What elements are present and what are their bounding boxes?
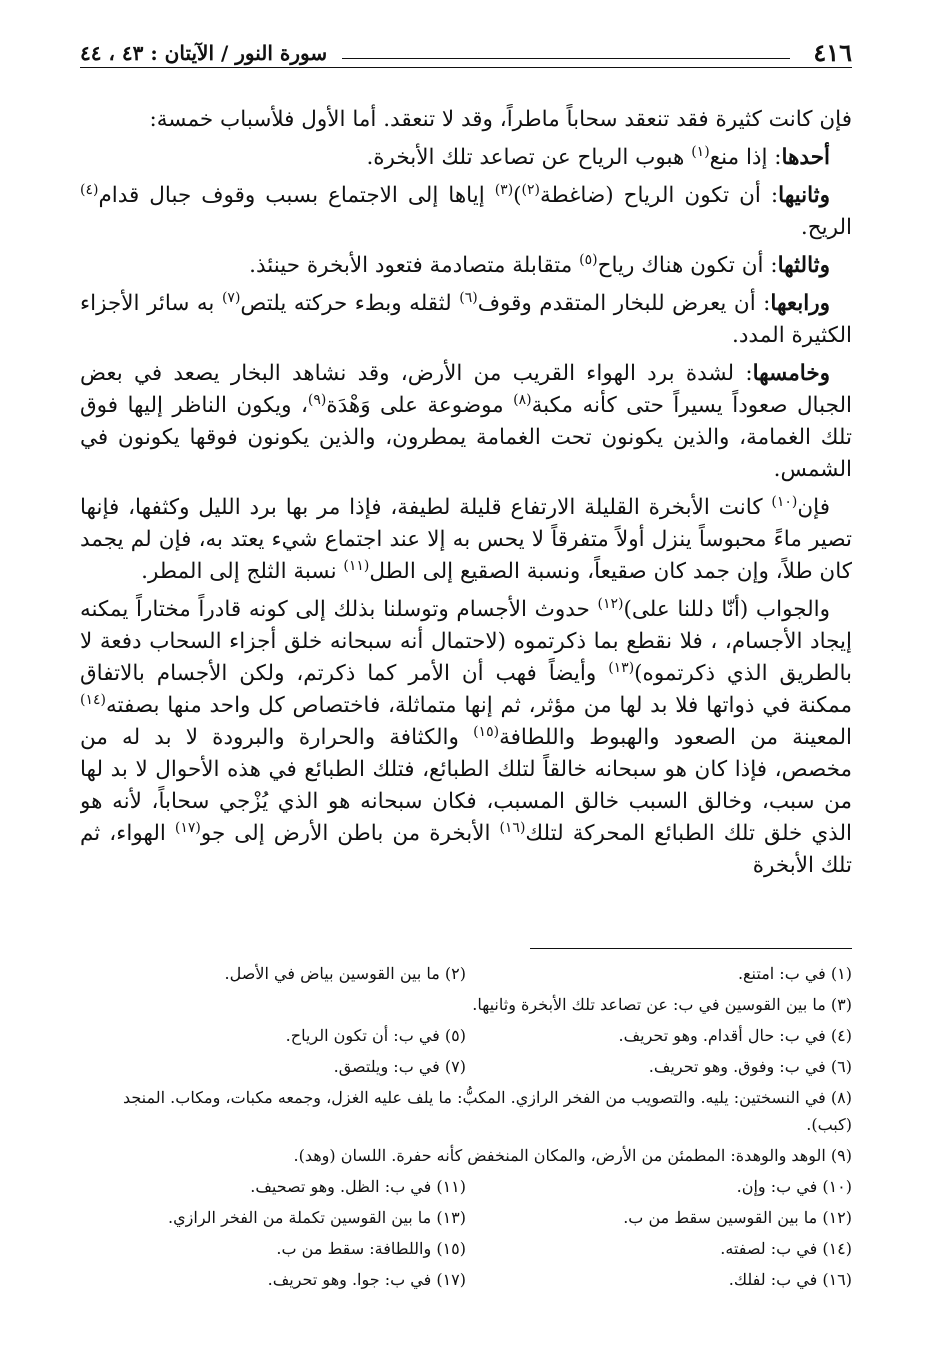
main-text	[80, 104, 852, 930]
text-run: ، ويكون الناظر إليها فوق تلك الغمامة، والذين يكونون تحت الغمامة يمطرون، والذين يكونون فوقها يكونون في الشمس.	[80, 393, 852, 482]
footnote-separator	[530, 948, 852, 949]
text-run: نسبة الثلج إلى المطر.	[141, 559, 344, 584]
footnote-14: (١٤) في ب: لصفته.	[720, 1239, 852, 1258]
footnote-1: (١) في ب: امتنع.	[737, 964, 852, 983]
paragraph	[80, 104, 852, 136]
footnote-ref: (١٠)	[771, 493, 798, 510]
paragraph	[80, 250, 852, 282]
text-run: : لشدة برد الهواء القريب من الأرض، وقد نشاهد البخار يصعد في بعض الجبال صعوداً يسيراً حتى كأنه مكبة	[80, 361, 852, 418]
footnote-row	[80, 1020, 852, 1051]
footnote-row	[80, 1233, 852, 1264]
text-run: والكثافة والحرارة والبرودة لا بد له من مخصص، فإذا كان هو سبحانه خالقاً لتلك الطبائع، فتلك الطبائع في هذه الأحوال لا بد لها من سبب، وخالق السبب خالق المسبب، فكان سبحانه هو الذي يُزْجي سحاباً، لأنه هو الذي خلق تلك الطبائع المحركة لتلك	[80, 725, 852, 846]
footnote-ref: (١)	[691, 143, 710, 160]
text-run: : أن تكون هناك رياح	[597, 253, 778, 278]
page-number: ٤١٦	[813, 38, 852, 67]
text-run: فإن كانت كثيرة فقد تنعقد سحاباً ماطراً، وقد لا تنعقد. أما الأول فلأسباب خمسة:	[149, 107, 852, 132]
footnote-ref: (٩)	[307, 391, 327, 408]
footnote-17: (١٧) في ب: جوا. وهو تحريف.	[267, 1270, 466, 1289]
footnote-row	[80, 1202, 852, 1233]
footnote-9: (٩) الوهد والوهدة: المطمئن من الأرض، والمكان المنخفض كأنه حفرة. اللسان (وهد).	[293, 1146, 852, 1165]
text-run: فإن	[797, 495, 830, 520]
footnote-2: (٢) ما بين القوسين بياض في الأصل.	[224, 964, 466, 983]
footnote-4: (٤) في ب: حال أقدام. وهو تحريف.	[618, 1026, 852, 1045]
footnote-row	[80, 1171, 852, 1202]
lead-word: وثانيها	[778, 183, 830, 208]
footnote-ref: (٣)	[494, 181, 514, 198]
footnote-11: (١١) في ب: الظل. وهو تصحيف.	[250, 1177, 466, 1196]
lead-word: أحدها	[781, 145, 830, 170]
footnote-10: (١٠) في ب: وإن.	[736, 1177, 852, 1196]
lead-word: ورابعها	[770, 291, 830, 316]
text-run: كانت الأبخرة القليلة الارتفاع قليلة لطيفة، فإذا مر بها برد الليل وكثفها، فإنها تصير ماءً محبوساً ينزل أولاً متفرقاً لا يحس به إلا عند اجتماع شيء يعتد به، فإن لم يجمد كان طلاً، وإن جمد كان صقيعاً، ونسبة الصقيع إلى الطل	[80, 495, 852, 584]
paragraph	[80, 358, 852, 486]
text-run: لثقله وبطء حركته يلتص	[240, 291, 460, 316]
text-run: حدوث الأجسام وتوسلنا بذلك إلى كونه قادراً مختاراً يمكنه إيجاد الأجسام، ، فلا نقطع بما ذكرتموه (لاحتمال أنه سبحانه خلق أجزاء السحاب دفعة لا بالطريق الذي ذكرتموه)	[80, 597, 852, 686]
header-rule	[342, 58, 790, 59]
page-header	[80, 36, 852, 70]
text-run: به سائر الأجزاء الكثيرة المدد.	[80, 291, 852, 348]
footnote-ref: (٥)	[579, 251, 598, 268]
text-run: الريح.	[800, 215, 852, 240]
footnote-ref: (٢)	[521, 181, 541, 198]
text-run: )	[513, 183, 522, 208]
paragraph	[80, 594, 852, 882]
text-run: الهواء، ثم تلك الأبخرة	[80, 821, 852, 878]
text-run: الأبخرة من باطن الأرض إلى جو	[200, 821, 500, 846]
footnote-ref: (١٧)	[174, 819, 201, 836]
text-run: وأيضاً فهب أن الأمر كما ذكرتم، ولكن الأجسام بالاتفاق ممكنة في ذواتها فلا بد لها من مؤثر، ثم إنها متماثلة، فاختصاص كل واحد منها بصفته	[80, 661, 852, 718]
text-run: موضوعة على وَهْدَة	[326, 393, 514, 418]
lead-word: وثالثها	[777, 253, 830, 278]
text-run: إياها إلى الاجتماع بسبب وقوف جبال قدام	[98, 183, 495, 208]
footnote-6: (٦) في ب: وفوق. وهو تحريف.	[648, 1057, 852, 1076]
footnote-12: (١٢) ما بين القوسين سقط من ب.	[623, 1208, 852, 1227]
footnote-16: (١٦) في ب: لفلك.	[728, 1270, 852, 1289]
footnote-3: (٣) ما بين القوسين في ب: عن تصاعد تلك الأبخرة وثانيها.	[472, 995, 852, 1014]
footnote-5: (٥) في ب: أن تكون الرياح.	[285, 1026, 466, 1045]
paragraph	[80, 142, 852, 174]
footnote-ref: (٦)	[459, 289, 478, 306]
paragraph	[80, 492, 852, 588]
footnote-row	[80, 958, 852, 989]
text-run: هبوب الرياح عن تصاعد تلك الأبخرة.	[366, 145, 692, 170]
footnote-ref: (١٢)	[597, 595, 624, 612]
footnote-ref: (٧)	[221, 289, 241, 306]
footnote-ref: (١٤)	[80, 691, 106, 708]
footnote-ref: (١٥)	[473, 723, 500, 740]
paragraph	[80, 288, 852, 352]
footnote-row	[80, 1082, 852, 1140]
lead-word: وخامسها	[752, 361, 830, 386]
text-run: : أن يعرض للبخار المتقدم وقوف	[477, 291, 771, 316]
footnotes	[80, 958, 852, 1295]
text-run: : إذا منع	[709, 145, 782, 170]
footnote-row	[80, 989, 852, 1020]
header-underline	[80, 67, 852, 68]
text-run: : أن تكون الرياح (ضاغطة	[540, 183, 779, 208]
footnote-8: (٨) في النسختين: يليه. والتصويب من الفخر الرازي. المكبُّ: ما يلف عليه الغزل، وجمعه مكبات، ومكاب. المنجد (كبب).	[122, 1088, 852, 1134]
footnote-13: (١٣) ما بين القوسين تكملة من الفخر الرازي.	[168, 1208, 466, 1227]
footnote-ref: (١١)	[343, 557, 370, 574]
footnote-ref: (١٦)	[499, 819, 526, 836]
text-run: المعينة من الصعود والهبوط واللطافة	[499, 725, 852, 750]
footnote-ref: (١٣)	[608, 659, 635, 676]
footnote-7: (٧) في ب: ويلتصق.	[333, 1057, 466, 1076]
paragraph	[80, 180, 852, 244]
text-run: والجواب (أنّا دللنا على)	[623, 597, 830, 622]
footnote-row	[80, 1264, 852, 1295]
footnote-row	[80, 1140, 852, 1171]
footnote-15: (١٥) واللطافة: سقط من ب.	[276, 1239, 466, 1258]
footnote-row	[80, 1051, 852, 1082]
running-title: سورة النور / الآيتان : ٤٣ ، ٤٤	[80, 41, 328, 65]
footnote-ref: (٨)	[513, 391, 532, 408]
footnote-ref: (٤)	[80, 181, 99, 198]
text-run: متقابلة متصادمة فتعود الأبخرة حينئذ.	[249, 253, 580, 278]
